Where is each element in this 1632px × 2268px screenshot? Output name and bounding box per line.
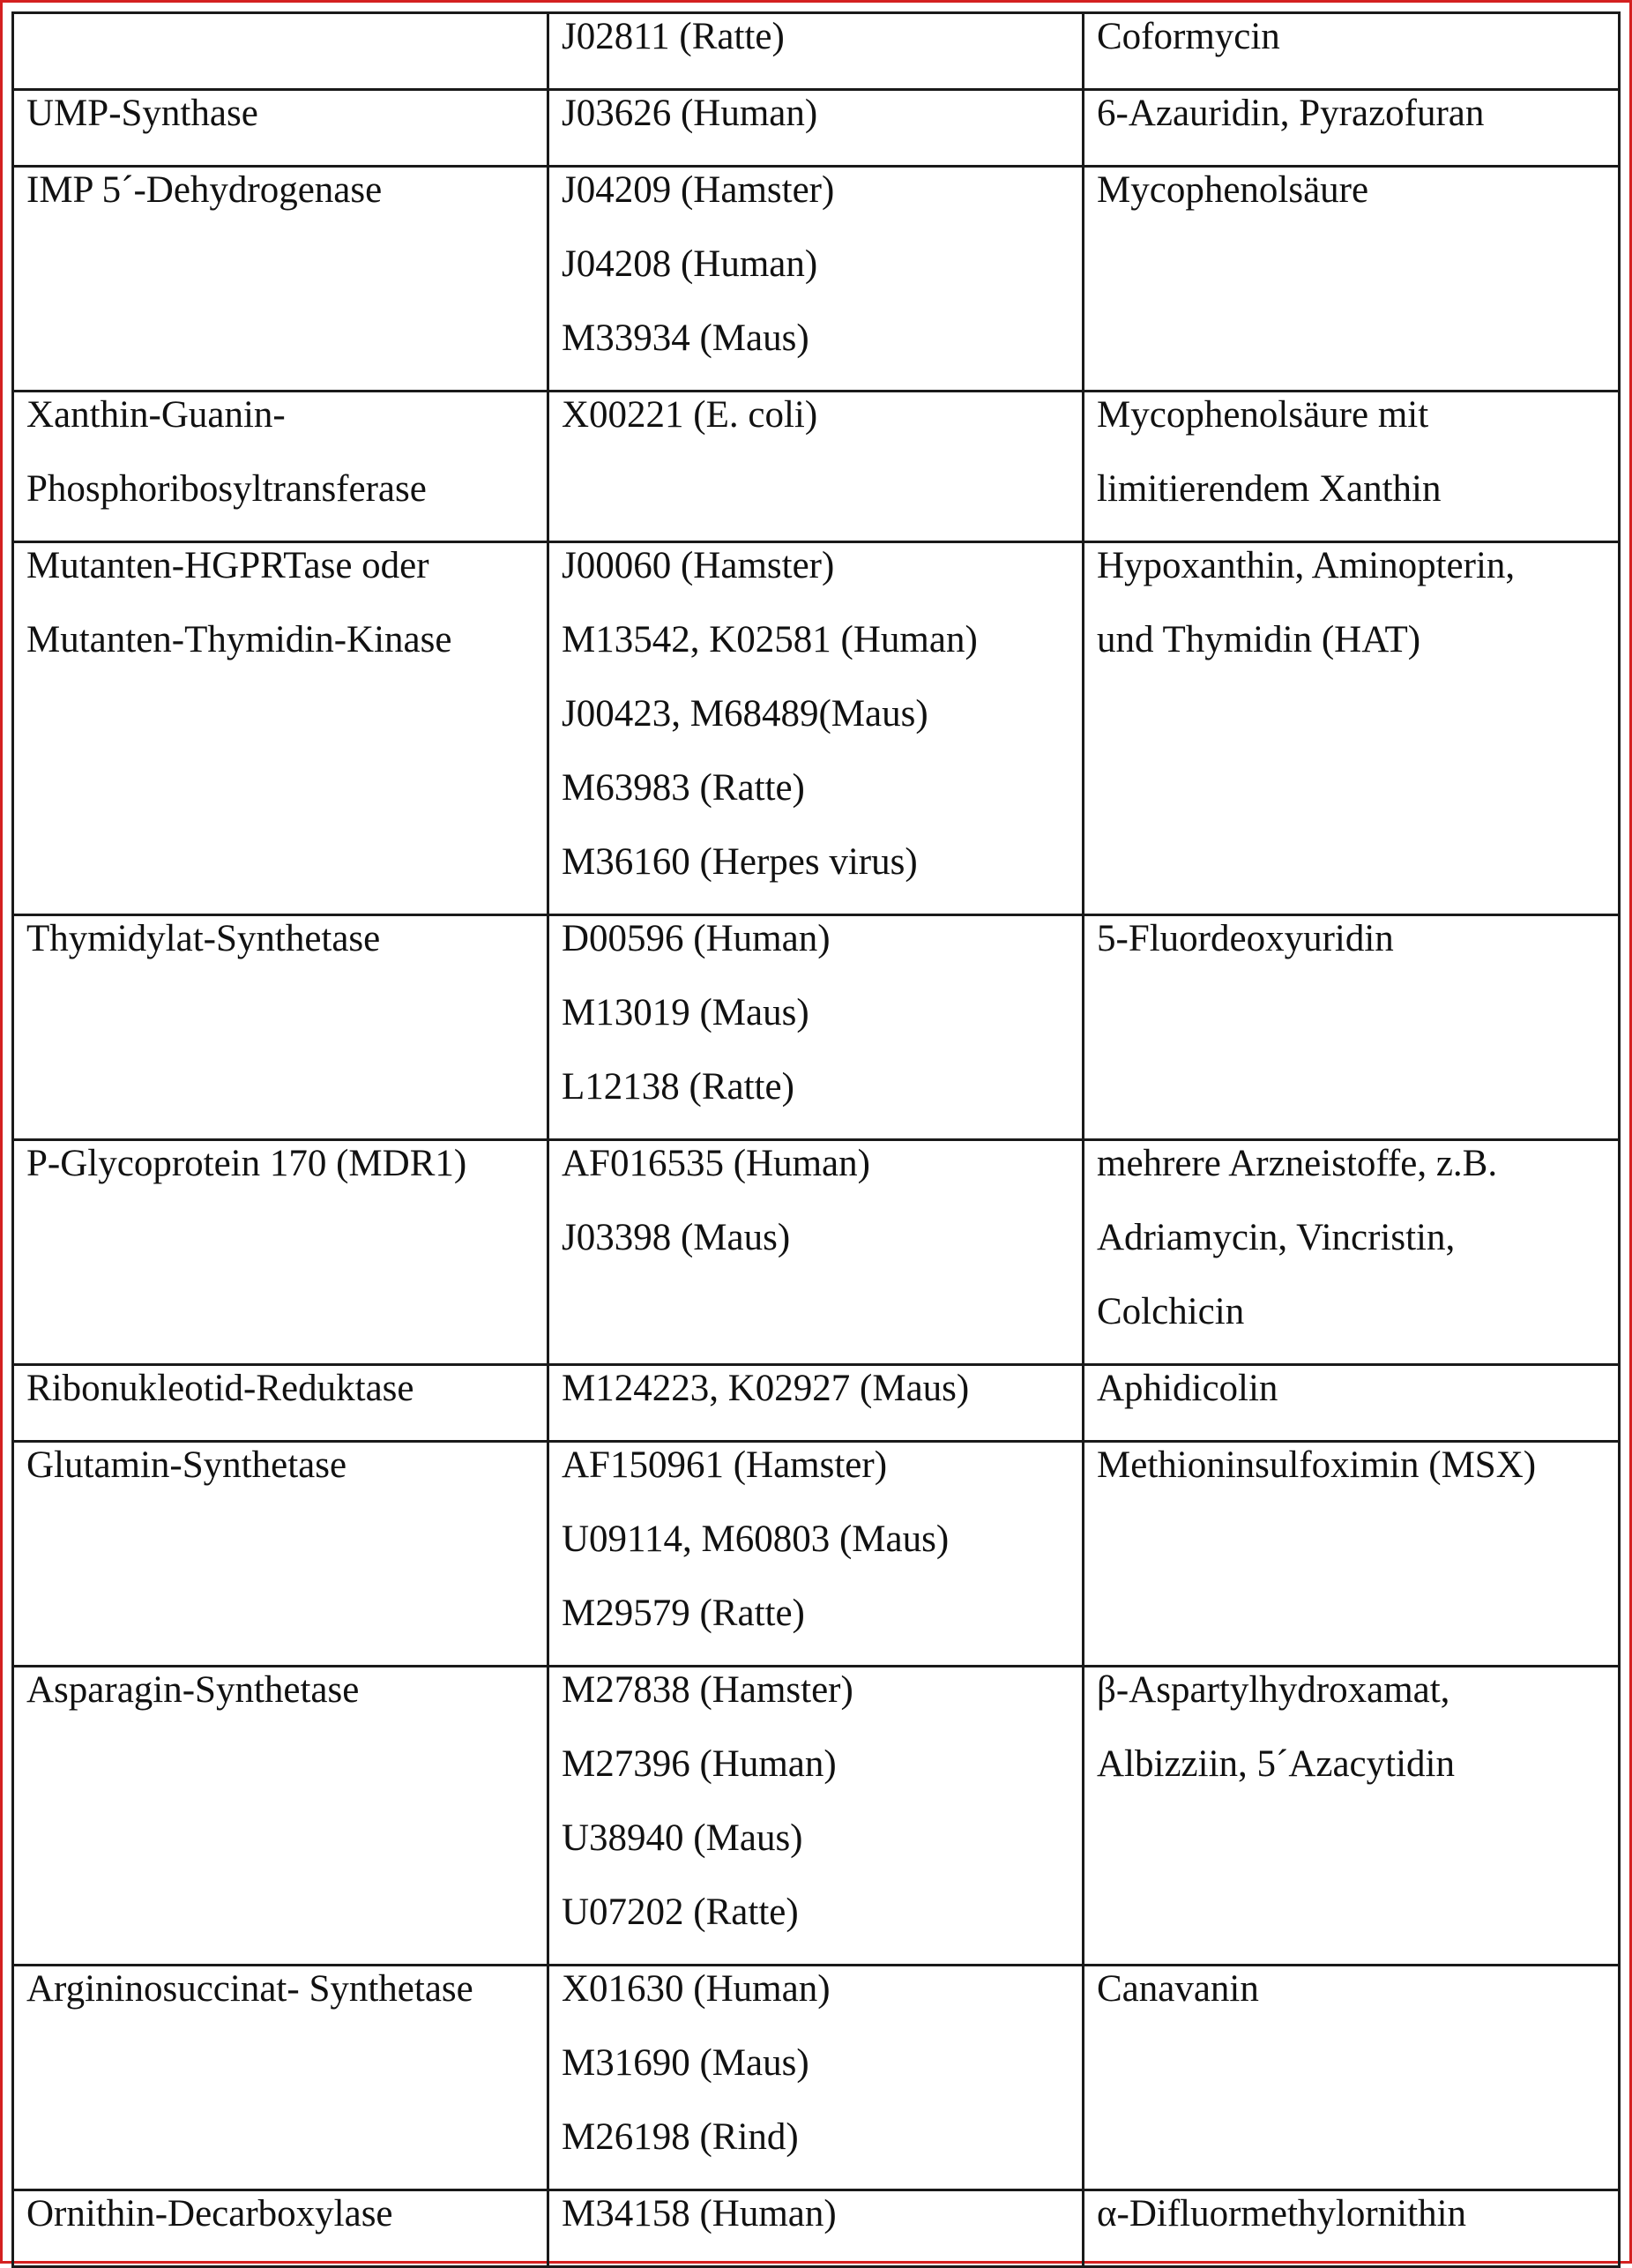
cell-text: Ornithin-Decarboxylase — [26, 2193, 393, 2234]
cell-text: M27396 (Human) — [562, 1743, 837, 1785]
cell-text: M31690 (Maus) — [562, 2042, 809, 2084]
marker-cell — [13, 2190, 548, 2267]
agent-cell — [1084, 1442, 1620, 1667]
cell-text: Phosphoribosyltransferase — [26, 468, 427, 510]
cell-text: 6-Azauridin, Pyrazofuran — [1097, 93, 1485, 134]
cell-text: Thymidylat-Synthetase — [26, 918, 381, 959]
cell-text: J03626 (Human) — [562, 93, 818, 134]
cell-text: β-Aspartylhydroxamat, — [1097, 1669, 1450, 1711]
cell-text: J04209 (Hamster) — [562, 169, 835, 211]
agent-cell — [1084, 167, 1620, 392]
cell-text: AF016535 (Human) — [562, 1143, 870, 1184]
cell-text: Argininosuccinat- Synthetase — [26, 1968, 473, 2010]
table-row — [13, 167, 1620, 392]
cell-text: M36160 (Herpes virus) — [562, 841, 918, 883]
cell-text: Mutanten-HGPRTase oder — [26, 545, 429, 586]
marker-cell — [13, 1667, 548, 1966]
cell-text: J02811 (Ratte) — [562, 16, 785, 57]
cell-text: X01630 (Human) — [562, 1968, 831, 2010]
cell-text: Adriamycin, Vincristin, — [1097, 1217, 1456, 1258]
agent-cell — [1084, 915, 1620, 1140]
cell-text: limitierendem Xanthin — [1097, 468, 1442, 510]
marker-cell — [13, 1966, 548, 2190]
table-row — [13, 13, 1620, 90]
cell-text: U38940 (Maus) — [562, 1817, 803, 1859]
table-row — [13, 90, 1620, 167]
cell-text: Albizziin, 5´Azacytidin — [1097, 1743, 1455, 1785]
marker-cell — [13, 542, 548, 915]
agent-cell — [1084, 1140, 1620, 1365]
cell-text: Hypoxanthin, Aminopterin, — [1097, 545, 1516, 586]
accession-cell — [548, 167, 1084, 392]
marker-table — [11, 11, 1621, 2268]
table-row — [13, 1966, 1620, 2190]
agent-cell — [1084, 392, 1620, 542]
cell-text: M13542, K02581 (Human) — [562, 619, 978, 660]
cell-text: M27838 (Hamster) — [562, 1669, 853, 1711]
cell-text: M124223, K02927 (Maus) — [562, 1368, 970, 1409]
cell-text: Aphidicolin — [1097, 1368, 1278, 1409]
cell-text: M34158 (Human) — [562, 2193, 837, 2234]
agent-cell — [1084, 13, 1620, 90]
cell-text: M33934 (Maus) — [562, 317, 809, 359]
table-row — [13, 1667, 1620, 1966]
accession-cell — [548, 1140, 1084, 1365]
accession-cell — [548, 1442, 1084, 1667]
table-row — [13, 915, 1620, 1140]
table-row — [13, 392, 1620, 542]
cell-text: J00423, M68489(Maus) — [562, 693, 928, 735]
accession-cell — [548, 90, 1084, 167]
agent-cell — [1084, 90, 1620, 167]
marker-cell — [13, 915, 548, 1140]
marker-cell — [13, 167, 548, 392]
accession-cell — [548, 392, 1084, 542]
cell-text: IMP 5´-Dehydrogenase — [26, 169, 383, 211]
marker-cell — [13, 1442, 548, 1667]
agent-cell — [1084, 1966, 1620, 2190]
cell-text: α-Difluormethylornithin — [1097, 2193, 1467, 2234]
agent-cell — [1084, 542, 1620, 915]
cell-text: M63983 (Ratte) — [562, 767, 805, 809]
table-row — [13, 1140, 1620, 1365]
marker-cell — [13, 392, 548, 542]
cell-text: und Thymidin (HAT) — [1097, 619, 1421, 660]
marker-cell — [13, 1140, 548, 1365]
cell-text: M13019 (Maus) — [562, 992, 809, 1033]
table-body — [13, 13, 1620, 2267]
table-row — [13, 542, 1620, 915]
cell-text: D00596 (Human) — [562, 918, 831, 959]
cell-text: Glutamin-Synthetase — [26, 1444, 347, 1486]
table-row — [13, 1365, 1620, 1442]
marker-cell — [13, 1365, 548, 1442]
cell-text: Mycophenolsäure mit — [1097, 394, 1429, 436]
cell-text: Colchicin — [1097, 1291, 1245, 1332]
cell-text: U09114, M60803 (Maus) — [562, 1518, 950, 1560]
cell-text: mehrere Arzneistoffe, z.B. — [1097, 1143, 1498, 1184]
agent-cell — [1084, 2190, 1620, 2267]
cell-text: X00221 (E. coli) — [562, 394, 818, 436]
cell-text: Asparagin-Synthetase — [26, 1669, 360, 1711]
cell-text: Mycophenolsäure — [1097, 169, 1369, 211]
cell-text: Coformycin — [1097, 16, 1280, 57]
cell-text: M29579 (Ratte) — [562, 1593, 805, 1634]
accession-cell — [548, 13, 1084, 90]
accession-cell — [548, 2190, 1084, 2267]
cell-text: M26198 (Rind) — [562, 2116, 799, 2158]
cell-text: AF150961 (Hamster) — [562, 1444, 888, 1486]
table-row — [13, 2190, 1620, 2267]
accession-cell — [548, 542, 1084, 915]
cell-text: U07202 (Ratte) — [562, 1891, 799, 1933]
cell-text: P-Glycoprotein 170 (MDR1) — [26, 1143, 467, 1184]
cell-text: J04208 (Human) — [562, 243, 818, 285]
cell-text: Mutanten-Thymidin-Kinase — [26, 619, 452, 660]
agent-cell — [1084, 1365, 1620, 1442]
cell-text: J03398 (Maus) — [562, 1217, 791, 1258]
cell-text: Ribonukleotid-Reduktase — [26, 1368, 414, 1409]
cell-text: UMP-Synthase — [26, 93, 258, 134]
cell-text: L12138 (Ratte) — [562, 1066, 794, 1108]
table-row — [13, 1442, 1620, 1667]
cell-text: J00060 (Hamster) — [562, 545, 835, 586]
marker-cell — [13, 90, 548, 167]
agent-cell — [1084, 1667, 1620, 1966]
cell-text: 5-Fluordeoxyuridin — [1097, 918, 1394, 959]
accession-cell — [548, 1667, 1084, 1966]
accession-cell — [548, 1966, 1084, 2190]
cell-text: Methioninsulfoximin (MSX) — [1097, 1444, 1537, 1486]
cell-text: Xanthin-Guanin- — [26, 394, 286, 436]
accession-cell — [548, 1365, 1084, 1442]
cell-text: Canavanin — [1097, 1968, 1259, 2010]
accession-cell — [548, 915, 1084, 1140]
marker-cell — [13, 13, 548, 90]
